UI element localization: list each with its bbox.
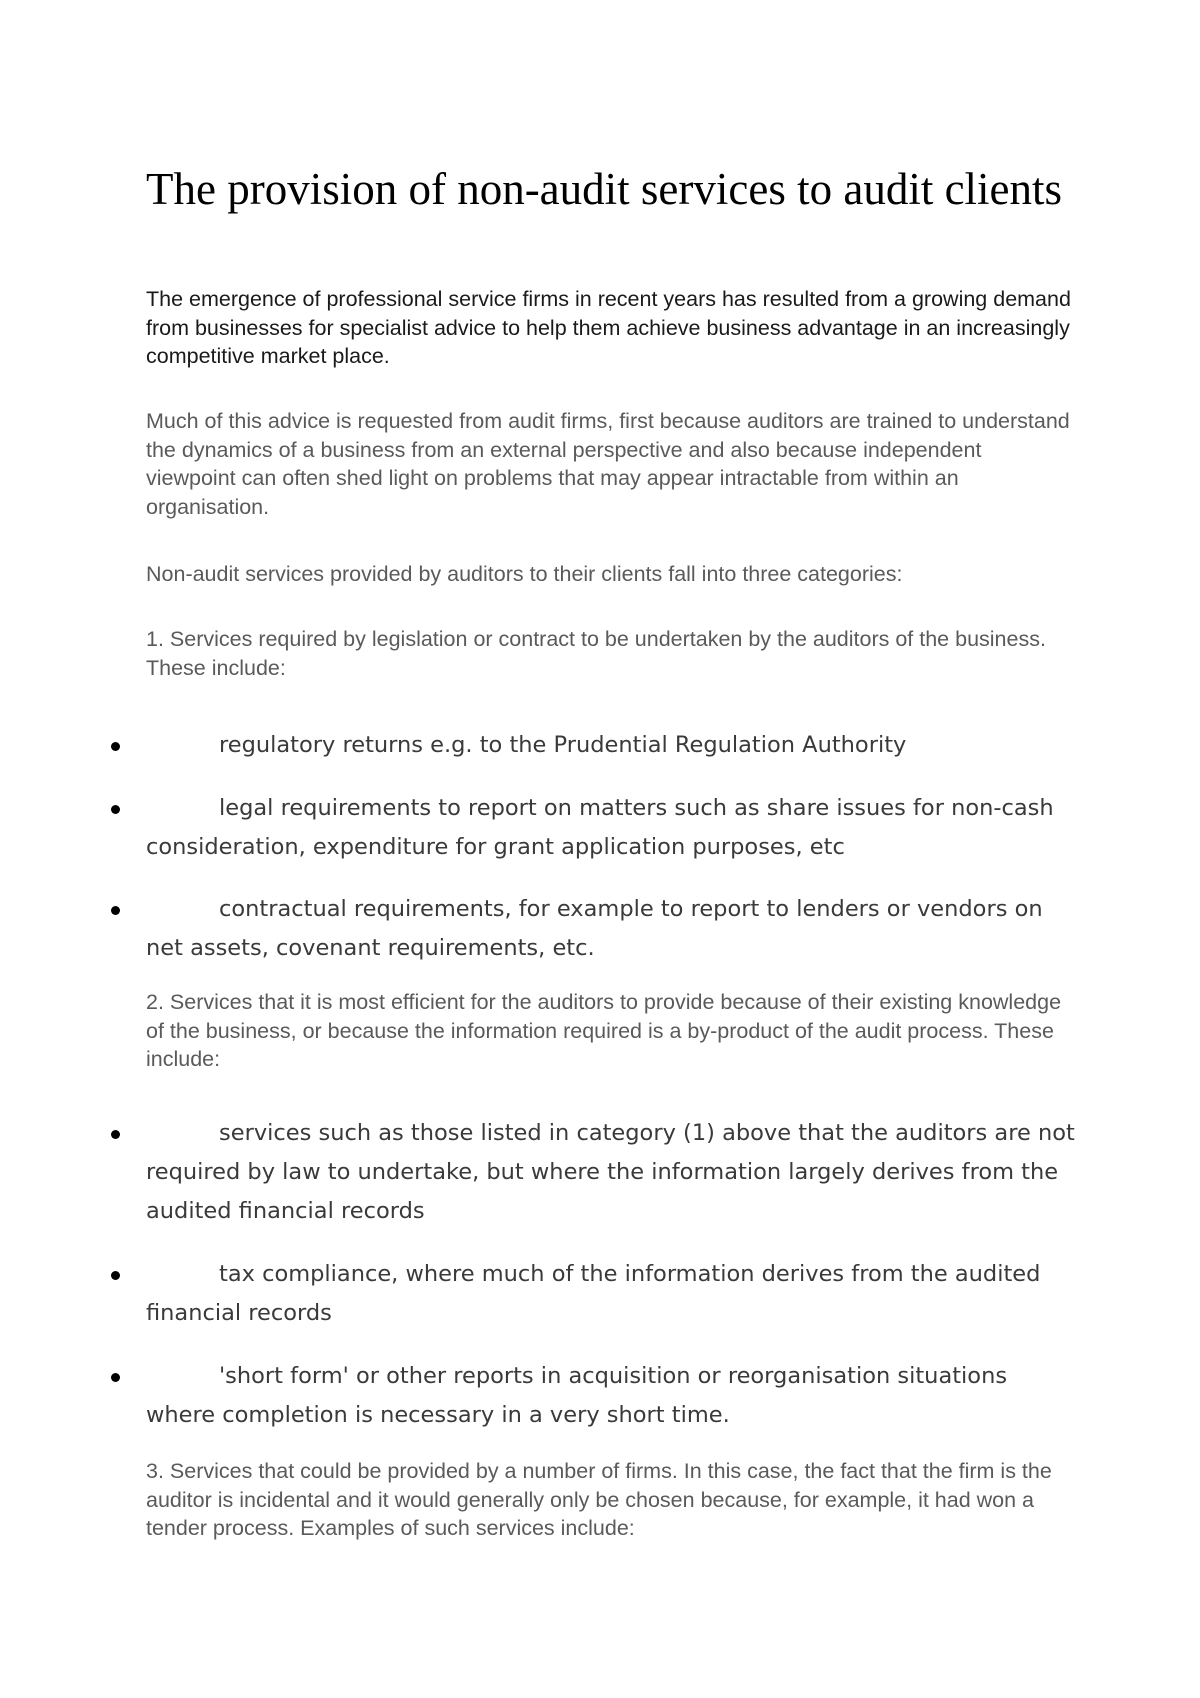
list-item: services such as those listed in category (1) above that the auditors are not required by law to undertake, but where the information largely derives from the audited financial records xyxy=(146,1120,1075,1224)
list-item: contractual requirements, for example to report to lenders or vendors on net assets, covenant requirements, etc. xyxy=(146,896,1043,961)
bullet-icon xyxy=(111,1271,120,1280)
list-item: tax compliance, where much of the information derives from the audited financial records xyxy=(146,1261,1041,1326)
bullet-icon xyxy=(111,1130,120,1139)
document-title: The provision of non-audit services to audit clients xyxy=(146,164,1063,214)
bullet-icon xyxy=(111,1373,120,1382)
list-item: 'short form' or other reports in acquisition or reorganisation situations where completion is necessary in a very short time. xyxy=(146,1363,1008,1428)
categories-paragraph: Non-audit services provided by auditors to their clients fall into three categories: xyxy=(146,562,903,586)
list-item: legal requirements to report on matters such as share issues for non-cash consideration, expenditure for grant application purposes, etc xyxy=(146,795,1054,860)
category-3-heading: 3. Services that could be provided by a number of firms. In this case, the fact that the firm is the auditor is incidental and it would generally only be chosen because, for example, it had won a tender process. Examples of such services include: xyxy=(146,1459,1052,1540)
bullet-icon xyxy=(111,805,120,814)
intro-paragraph: The emergence of professional service firms in recent years has resulted from a growing demand from businesses for specialist advice to help them achieve business advantage in an increasingly competitive market place. xyxy=(146,287,1071,368)
bullet-icon xyxy=(111,742,120,751)
category-2-heading: 2. Services that it is most efficient for the auditors to provide because of their existing knowledge of the business, or because the information required is a by-product of the audit process. These include: xyxy=(146,990,1062,1071)
bullet-icon xyxy=(111,906,120,915)
category-1-heading: 1. Services required by legislation or contract to be undertaken by the auditors of the business. These include: xyxy=(146,627,1046,680)
list-item: regulatory returns e.g. to the Prudential Regulation Authority xyxy=(219,732,907,758)
advice-paragraph: Much of this advice is requested from audit firms, first because auditors are trained to understand the dynamics of a business from an external perspective and also because independent viewpoint can often shed light on problems that may appear intractable from within an organisation. xyxy=(146,409,1070,519)
